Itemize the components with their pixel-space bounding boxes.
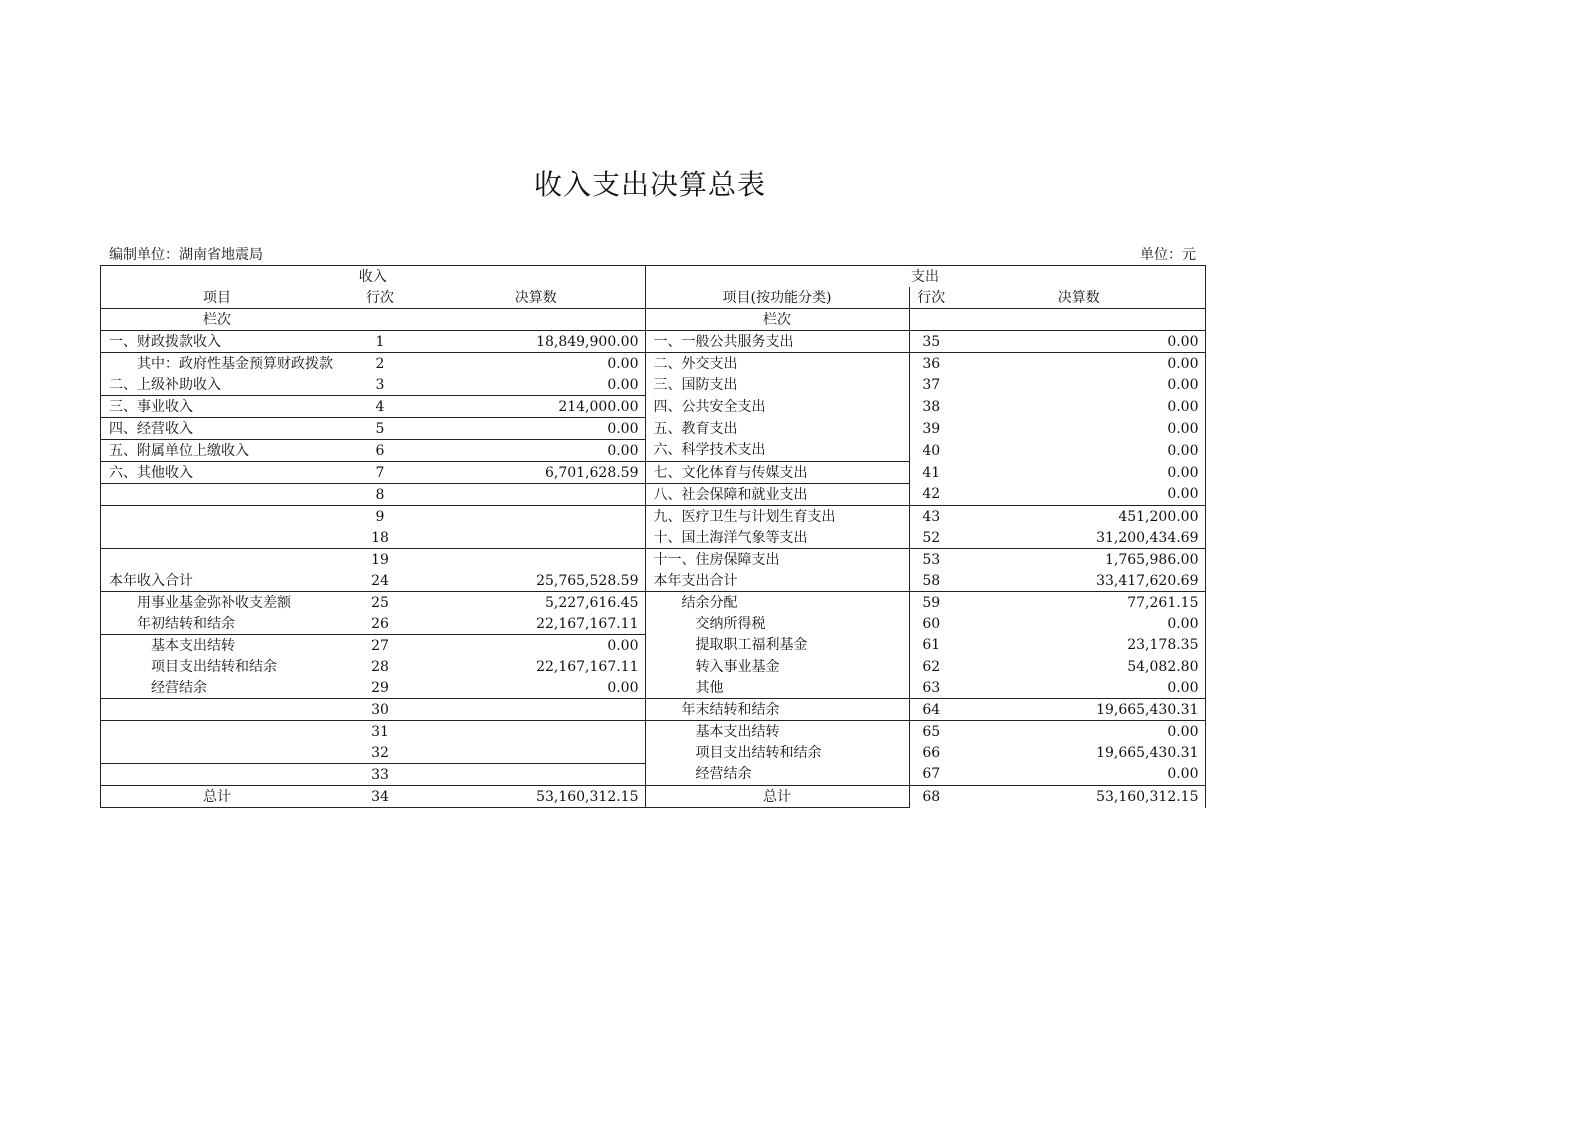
table-row — [101, 462, 1206, 484]
income-line: 26 — [333, 613, 427, 635]
income-amount: 6,701,628.59 — [427, 462, 645, 484]
table-row — [101, 570, 1206, 592]
income-line: 9 — [375, 508, 385, 525]
expense-item: 转入事业基金 — [645, 656, 909, 677]
income-item — [101, 764, 334, 786]
income-item: 本年收入合计 — [101, 570, 334, 592]
expense-item: 本年支出合计 — [645, 570, 909, 592]
income-amount: 18,849,900.00 — [427, 331, 645, 353]
income-line: 8 — [333, 484, 427, 506]
compiling-unit: 编制单位：湖南省地震局 — [109, 247, 263, 263]
expense-item: 三、国防支出 — [645, 374, 909, 396]
expense-item: 结余分配 — [645, 592, 909, 614]
income-line: 31 — [371, 723, 389, 740]
expense-item: 一、一般公共服务支出 — [645, 331, 909, 353]
expense-amount: 77,261.15 — [953, 592, 1205, 614]
income-amount — [427, 699, 645, 721]
income-amount — [427, 764, 645, 786]
table-row — [101, 613, 1206, 635]
expense-line: 42 — [909, 484, 953, 506]
income-line: 33 — [333, 764, 427, 786]
income-amount: 5,227,616.45 — [427, 592, 645, 614]
income-item — [101, 527, 334, 549]
income-amount: 0.00 — [427, 677, 645, 699]
expense-line: 39 — [922, 420, 941, 437]
income-line: 2 — [375, 355, 385, 372]
income-line: 4 — [333, 396, 427, 418]
page-title: 收入支出决算总表 — [533, 168, 766, 201]
expense-amount: 0.00 — [953, 440, 1205, 462]
expense-amount: 0.00 — [953, 418, 1205, 440]
income-header: 收入 — [101, 266, 646, 288]
income-line: 32 — [333, 742, 427, 764]
expense-column-label: 栏次 — [645, 309, 909, 331]
expense-amount: 0.00 — [953, 331, 1205, 353]
income-item: 三、事业收入 — [101, 396, 334, 418]
income-line: 25 — [371, 594, 389, 611]
expense-item: 经营结余 — [645, 764, 909, 786]
income-amount: 0.00 — [427, 418, 645, 440]
income-item-header: 项目 — [101, 287, 334, 309]
expense-line: 66 — [922, 744, 941, 761]
income-line: 27 — [371, 637, 389, 654]
expense-line: 41 — [922, 464, 941, 481]
income-item: 二、上级补助收入 — [101, 374, 334, 396]
income-amount — [427, 549, 645, 571]
expense-amount: 31,200,434.69 — [953, 527, 1205, 549]
table-row — [101, 527, 1206, 549]
expense-line: 64 — [909, 699, 953, 721]
expense-item: 二、外交支出 — [645, 353, 909, 375]
income-line: 5 — [333, 418, 427, 440]
income-item — [101, 721, 334, 743]
income-item: 一、财政拨款收入 — [101, 331, 334, 353]
expense-item: 六、科学技术支出 — [645, 440, 909, 462]
expense-line: 58 — [909, 570, 953, 592]
expense-item: 四、公共安全支出 — [645, 396, 909, 418]
income-amount: 214,000.00 — [427, 396, 645, 418]
income-line: 24 — [333, 570, 427, 592]
income-amount — [427, 506, 645, 528]
expense-line: 43 — [922, 508, 941, 525]
expense-amount: 0.00 — [953, 613, 1205, 635]
income-amount: 0.00 — [427, 353, 645, 375]
expense-total-label: 总计 — [645, 786, 909, 808]
expense-total-amount: 53,160,312.15 — [953, 786, 1205, 808]
expense-item: 项目支出结转和结余 — [645, 742, 909, 764]
income-item: 六、其他收入 — [101, 462, 334, 484]
income-item: 四、经营收入 — [101, 418, 334, 440]
expense-line: 36 — [922, 355, 941, 372]
income-amount: 25,765,528.59 — [427, 570, 645, 592]
income-item: 经营结余 — [101, 677, 334, 699]
expense-line: 63 — [909, 677, 953, 699]
expense-amount: 0.00 — [953, 677, 1205, 699]
income-amount: 22,167,167.11 — [427, 656, 645, 677]
income-total-label: 总计 — [101, 786, 334, 808]
income-item — [101, 742, 334, 764]
table-row — [101, 786, 1206, 808]
income-line: 29 — [333, 677, 427, 699]
income-amount-header: 决算数 — [427, 287, 645, 309]
table-row — [101, 396, 1206, 418]
expense-line: 67 — [909, 764, 953, 786]
income-line: 18 — [333, 527, 427, 549]
expense-item-header: 项目(按功能分类) — [645, 287, 909, 309]
expense-amount: 19,665,430.31 — [953, 699, 1205, 721]
income-line: 6 — [333, 440, 427, 462]
expense-amount: 0.00 — [953, 462, 1205, 484]
income-item — [101, 699, 334, 721]
income-column-label: 栏次 — [101, 309, 334, 331]
expense-item: 十一、住房保障支出 — [645, 549, 909, 571]
currency-unit: 单位：元 — [1140, 247, 1196, 263]
expense-column-amount — [953, 309, 1205, 331]
income-line-header: 行次 — [333, 287, 427, 309]
expense-amount: 54,082.80 — [953, 656, 1205, 677]
expense-amount: 23,178.35 — [953, 635, 1205, 657]
income-line: 1 — [333, 331, 427, 353]
income-line: 19 — [371, 551, 389, 568]
table-row — [101, 656, 1206, 677]
expense-line: 59 — [922, 594, 941, 611]
expense-line: 53 — [922, 551, 941, 568]
income-item — [101, 506, 334, 528]
income-item: 其中：政府性基金预算财政拨款 — [101, 353, 334, 375]
table-row — [101, 374, 1206, 396]
income-amount: 22,167,167.11 — [427, 613, 645, 635]
income-amount — [427, 527, 645, 549]
expense-line: 40 — [922, 442, 941, 459]
expense-line: 61 — [922, 637, 941, 654]
expense-amount: 0.00 — [953, 353, 1205, 375]
income-line: 34 — [333, 786, 427, 808]
income-total-amount: 53,160,312.15 — [427, 786, 645, 808]
table-row — [101, 506, 1206, 528]
income-amount: 0.00 — [427, 374, 645, 396]
expense-amount: 0.00 — [953, 396, 1205, 418]
income-amount — [427, 721, 645, 743]
table-row — [101, 440, 1206, 462]
income-item: 项目支出结转和结余 — [101, 656, 334, 677]
table-row — [101, 549, 1206, 571]
expense-amount: 1,765,986.00 — [953, 549, 1205, 571]
income-column-amount — [427, 309, 645, 331]
expense-item: 年末结转和结余 — [645, 699, 909, 721]
expense-item: 八、社会保障和就业支出 — [645, 484, 909, 506]
table-row — [101, 635, 1206, 657]
expense-amount: 19,665,430.31 — [953, 742, 1205, 764]
income-item: 年初结转和结余 — [101, 613, 334, 635]
income-amount — [427, 742, 645, 764]
income-line: 7 — [333, 462, 427, 484]
expense-line: 38 — [922, 398, 941, 415]
income-amount: 0.00 — [427, 635, 645, 657]
income-line: 30 — [333, 699, 427, 721]
income-amount: 0.00 — [427, 440, 645, 462]
table-row — [101, 721, 1206, 743]
expense-item: 九、医疗卫生与计划生育支出 — [645, 506, 909, 528]
expense-line: 37 — [922, 376, 941, 393]
expense-amount-header: 决算数 — [953, 287, 1205, 309]
income-item: 用事业基金弥补收支差额 — [101, 592, 334, 614]
income-item — [101, 484, 334, 506]
expense-amount: 33,417,620.69 — [953, 570, 1205, 592]
expense-line-header: 行次 — [909, 287, 953, 309]
income-line: 3 — [333, 374, 427, 396]
expense-line: 52 — [909, 527, 953, 549]
table-row — [101, 699, 1206, 721]
table-row — [101, 353, 1206, 375]
income-item — [101, 549, 334, 571]
income-line: 28 — [371, 658, 389, 675]
table-row — [101, 484, 1206, 506]
income-item: 基本支出结转 — [101, 635, 334, 657]
expense-amount: 0.00 — [953, 721, 1205, 743]
expense-header: 支出 — [645, 266, 1205, 288]
income-amount — [427, 484, 645, 506]
table-row — [101, 742, 1206, 764]
expense-amount: 0.00 — [953, 484, 1205, 506]
expense-line: 62 — [922, 658, 941, 675]
expense-line: 68 — [922, 788, 941, 805]
expense-item: 十、国土海洋气象等支出 — [645, 527, 909, 549]
expense-column-line — [909, 309, 953, 331]
expense-line: 35 — [909, 331, 953, 353]
table-row — [101, 677, 1206, 699]
expense-line: 65 — [922, 723, 941, 740]
expense-item: 基本支出结转 — [645, 721, 909, 743]
income-item: 五、附属单位上缴收入 — [101, 440, 334, 462]
expense-amount: 451,200.00 — [953, 506, 1205, 528]
expense-line: 60 — [922, 615, 941, 632]
income-column-line — [333, 309, 427, 331]
expense-item: 交纳所得税 — [645, 613, 909, 635]
table-row — [101, 331, 1206, 353]
expense-item: 七、文化体育与传媒支出 — [645, 462, 909, 484]
table-row — [101, 418, 1206, 440]
expense-amount: 0.00 — [953, 764, 1205, 786]
table-row — [101, 592, 1206, 614]
income-expense-table — [100, 265, 1206, 808]
expense-item: 五、教育支出 — [645, 418, 909, 440]
expense-amount: 0.00 — [953, 374, 1205, 396]
table-row — [101, 764, 1206, 786]
expense-item: 提取职工福利基金 — [645, 635, 909, 657]
expense-item: 其他 — [645, 677, 909, 699]
